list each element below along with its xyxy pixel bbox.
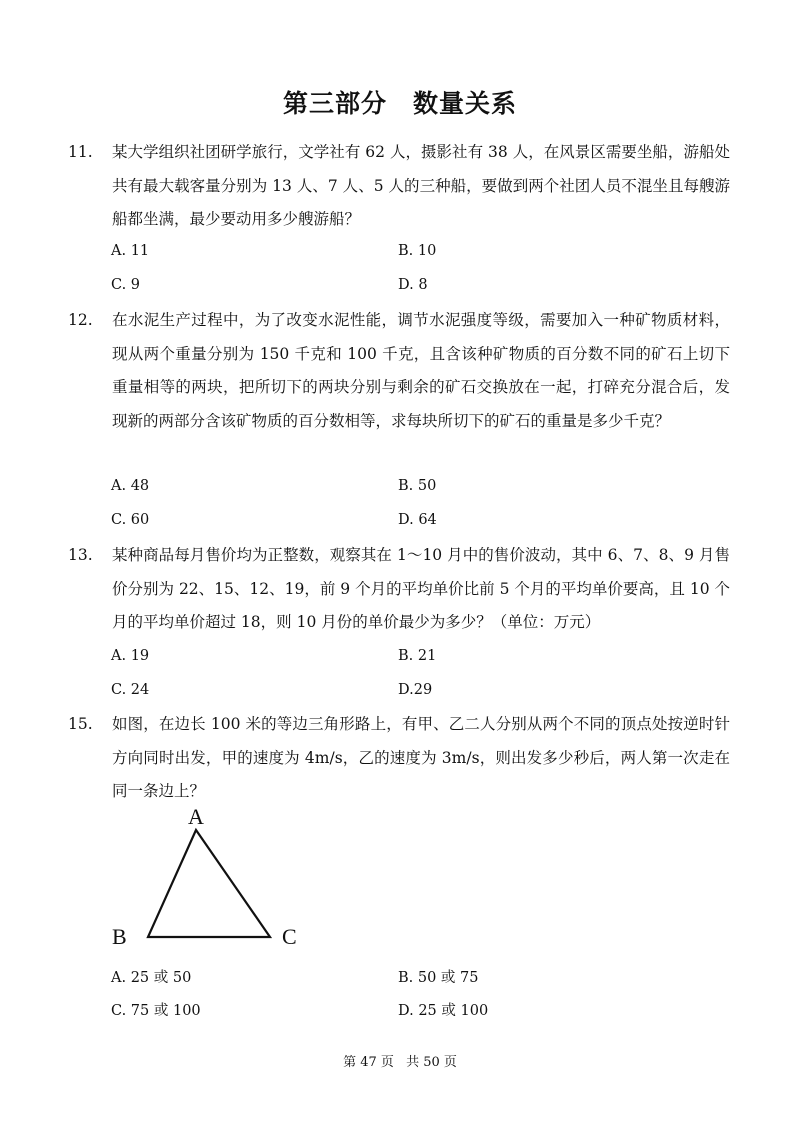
option-d: D.29 — [398, 682, 433, 698]
page-total: 共 50 页 — [406, 1055, 457, 1070]
question-stem: 如图，在边长 100 米的等边三角形路上，有甲、乙二人分别从两个不同的顶点处按逆时针方向同时出发，甲的速度为 4m/s，乙的速度为 3m/s，则出发多少秒后，两人第一次走在同一条边上？ — [112, 715, 730, 800]
option-d: D. 8 — [398, 277, 428, 293]
question-stem: 在水泥生产过程中，为了改变水泥性能，调节水泥强度等级，需要加入一种矿物质材料，现从两个重量分别为 150 千克和 100 千克，且含该种矿物质的百分数不同的矿石上切下重量相等的两块，把所切下的两块分别与剩余的矿石交换放在一起，打碎充分混合后，发现新的两部分含该矿物质的百分数相等，求每块所切下的矿石的重量是多少千克？ — [112, 311, 730, 430]
option-a: A. 19 — [111, 648, 150, 664]
question-number: 15. — [68, 715, 93, 733]
option-a: A. 48 — [111, 478, 150, 494]
option-b: B. 10 — [398, 243, 437, 259]
triangle-figure — [108, 802, 308, 952]
question-15 — [68, 708, 730, 809]
option-c: C. 60 — [111, 512, 150, 528]
option-c: C. 75 或 100 — [111, 1003, 201, 1019]
vertex-label-a: A — [188, 804, 204, 829]
page-footer — [0, 1051, 800, 1070]
option-b: B. 50 或 75 — [398, 970, 479, 986]
question-stem: 某大学组织社团研学旅行，文学社有 62 人，摄影社有 38 人，在风景区需要坐船，游船处共有最大载客量分别为 13 人、7 人、5 人的三种船，要做到两个社团人员不混坐且每艘游船都坐满，最少要动用多少艘游船？ — [112, 143, 730, 228]
option-b: B. 21 — [398, 648, 437, 664]
equilateral-triangle — [148, 830, 270, 937]
question-11 — [68, 136, 730, 237]
option-b: B. 50 — [398, 478, 437, 494]
question-number: 12. — [68, 311, 93, 329]
option-d: D. 25 或 100 — [398, 1003, 489, 1019]
vertex-label-b: B — [112, 924, 127, 949]
vertex-label-c: C — [282, 924, 297, 949]
option-a: A. 11 — [111, 243, 150, 259]
option-c: C. 24 — [111, 682, 150, 698]
option-c: C. 9 — [111, 277, 141, 293]
question-12 — [68, 304, 730, 438]
question-number: 11. — [68, 143, 93, 161]
question-stem: 某种商品每月售价均为正整数，观察其在 1～10 月中的售价波动，其中 6、7、8、9 月售价分别为 22、15、12、19，前 9 个月的平均单价比前 5 个月的平均单价要高，且 10 个月的平均单价超过 18，则 10 月份的单价最少为多少？（单位：万元） — [112, 546, 730, 631]
page-number: 第 47 页 — [343, 1055, 394, 1070]
option-d: D. 64 — [398, 512, 437, 528]
option-a: A. 25 或 50 — [111, 970, 192, 986]
question-number: 13. — [68, 546, 93, 564]
question-13 — [68, 539, 730, 640]
section-title: 第三部分 数量关系 — [282, 89, 517, 118]
